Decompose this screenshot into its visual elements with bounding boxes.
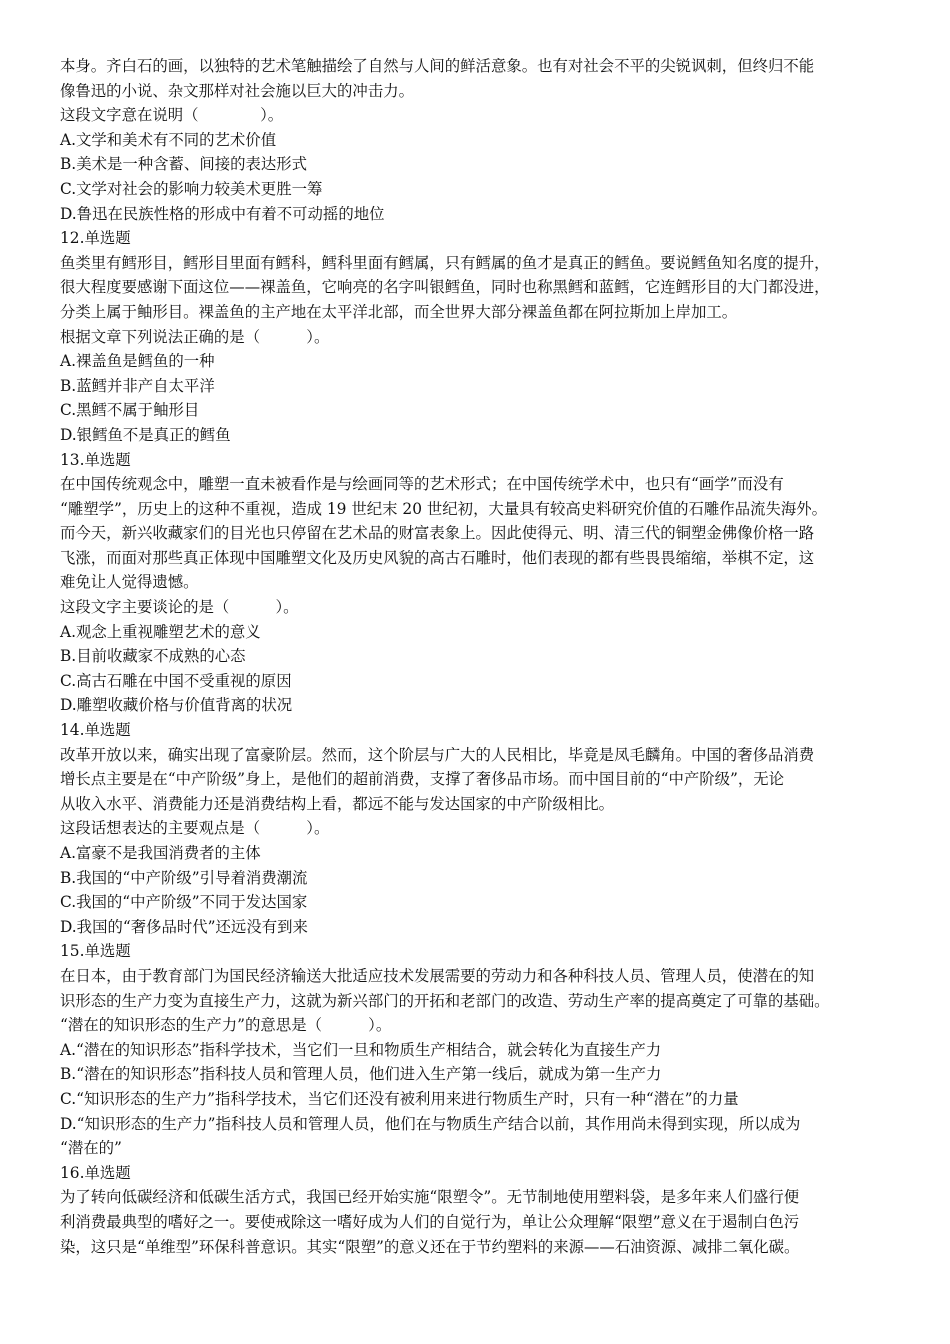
passage-line: 从收入水平、消费能力还是消费结构上看，都远不能与发达国家的中产阶级相比。 [60,794,615,813]
option-b[interactable]: B.我国的“中产阶级”引导着消费潮流 [60,868,308,887]
question-stem: “潜在的知识形态的生产力”的意思是（ ）。 [60,1016,392,1035]
passage-line: 飞涨，而面对那些真正体现中国雕塑文化及历史风貌的高古石雕时，他们表现的都有些畏畏缩缩，举棋不定，这 [60,548,815,567]
question-12 [60,226,892,447]
question-stem: 根据文章下列说法正确的是（ ）。 [60,327,330,346]
passage-line: 像鲁迅的小说、杂文那样对社会施以巨大的冲击力。 [60,81,414,100]
passage-line: 染，这只是“单维型”环保科普意识。其实“限塑”的意义还在于节约塑料的来源——石油资源、减排二氧化碳。 [60,1237,800,1256]
document-page [60,54,892,1259]
passage-line: 鱼类里有鳕形目，鳕形目里面有鳕科，鳕科里面有鳕属，只有鳕属的鱼才是真正的鳕鱼。要说鳕鱼知名度的提升， [60,253,830,272]
option-a[interactable]: A.裸盖鱼是鳕鱼的一种 [60,352,215,371]
passage-line: 难免让人觉得遗憾。 [60,573,199,592]
option-d[interactable]: D.雕塑收藏价格与价值背离的状况 [60,696,293,715]
question-title: 15.单选题 [60,942,131,961]
question-stem: 这段文字意在说明（ ）。 [60,106,284,125]
passage-line: 很大程度要感谢下面这位——裸盖鱼，它响亮的名字叫银鳕鱼，同时也称黑鳕和蓝鳕，它连鳕形目的大门都没进， [60,278,830,297]
option-d[interactable]: D.银鳕鱼不是真正的鳕鱼 [60,425,231,444]
question-14 [60,718,892,939]
question-15 [60,939,892,1160]
option-b[interactable]: B.美术是一种含蓄、间接的表达形式 [60,155,308,174]
passage-line: 在中国传统观念中，雕塑一直未被看作是与绘画同等的艺术形式；在中国传统学术中，也只有“画学”而没有 [60,475,784,494]
option-b[interactable]: B.蓝鳕并非产自太平洋 [60,376,215,395]
option-c[interactable]: C.“知识形态的生产力”指科学技术，当它们还没有被利用来进行物质生产时，只有一种“潜在”的力量 [60,1089,739,1108]
passage-line: 识形态的生产力变为直接生产力，这就为新兴部门的开拓和老部门的改造、劳动生产率的提高奠定了可靠的基础。 [60,991,830,1010]
question-stem: 这段话想表达的主要观点是（ ）。 [60,819,330,838]
option-d[interactable]: D.我国的“奢侈品时代”还远没有到来 [60,917,308,936]
option-d[interactable]: D.“知识形态的生产力”指科技人员和管理人员，他们在与物质生产结合以前，其作用尚未得到实现，所以成为 [60,1114,801,1133]
passage-line: 为了转向低碳经济和低碳生活方式，我国已经开始实施“限塑令”。无节制地使用塑料袋，是多年来人们盛行便 [60,1188,800,1207]
option-d-continuation: “潜在的” [60,1139,122,1158]
option-a[interactable]: A.富豪不是我国消费者的主体 [60,844,261,862]
option-a[interactable]: A.文学和美术有不同的艺术价值 [60,130,277,149]
passage-line: 分类上属于鲉形目。裸盖鱼的主产地在太平洋北部，而全世界大部分裸盖鱼都在阿拉斯加上岸加工。 [60,302,738,321]
passage-line: “雕塑学”，历史上的这种不重视，造成 19 世纪末 20 世纪初，大量具有较高史料研究价值的石雕作品流失海外。 [60,499,828,518]
option-c[interactable]: C.文学对社会的影响力较美术更胜一筹 [60,179,323,198]
option-c[interactable]: C.黑鳕不属于鲉形目 [60,401,200,420]
question-title: 12.单选题 [60,229,131,248]
passage-line: 利消费最典型的嗜好之一。要使戒除这一嗜好成为人们的自觉行为，单让公众理解“限塑”意义在于遏制白色污 [60,1212,800,1231]
option-b[interactable]: B.目前收藏家不成熟的心态 [60,647,246,666]
passage-line: 改革开放以来，确实出现了富豪阶层。然而，这个阶层与广大的人民相比，毕竟是凤毛麟角。中国的奢侈品消费 [60,745,815,764]
question-16 [60,1161,892,1259]
option-a[interactable]: A.观念上重视雕塑艺术的意义 [60,622,261,641]
question-13 [60,448,892,719]
passage-line: 而今天，新兴收藏家们的目光也只停留在艺术品的财富表象上。因此使得元、明、清三代的铜塑金佛像价格一路 [60,524,815,543]
passage-line: 增长点主要是在“中产阶级”身上，是他们的超前消费，支撑了奢侈品市场。而中国目前的“中产阶级”，无论 [60,770,785,789]
option-b[interactable]: B.“潜在的知识形态”指科技人员和管理人员，他们进入生产第一线后，就成为第一生产力 [60,1065,662,1084]
question-title: 16.单选题 [60,1163,131,1182]
option-d[interactable]: D.鲁迅在民族性格的形成中有着不可动摇的地位 [60,204,385,223]
question-stem: 这段文字主要谈论的是（ ）。 [60,598,299,617]
option-c[interactable]: C.高古石雕在中国不受重视的原因 [60,671,292,690]
question-11-continuation [60,54,892,226]
option-c[interactable]: C.我国的“中产阶级”不同于发达国家 [60,893,308,912]
question-title: 14.单选题 [60,721,131,740]
option-a[interactable]: A.“潜在的知识形态”指科学技术，当它们一旦和物质生产相结合，就会转化为直接生产力 [60,1040,662,1059]
question-title: 13.单选题 [60,450,131,469]
passage-line: 在日本，由于教育部门为国民经济输送大批适应技术发展需要的劳动力和各种科技人员、管理人员，使潜在的知 [60,966,815,985]
passage-line: 本身。齐白石的画，以独特的艺术笔触描绘了自然与人间的鲜活意象。也有对社会不平的尖锐讽刺，但终归不能 [60,57,815,75]
